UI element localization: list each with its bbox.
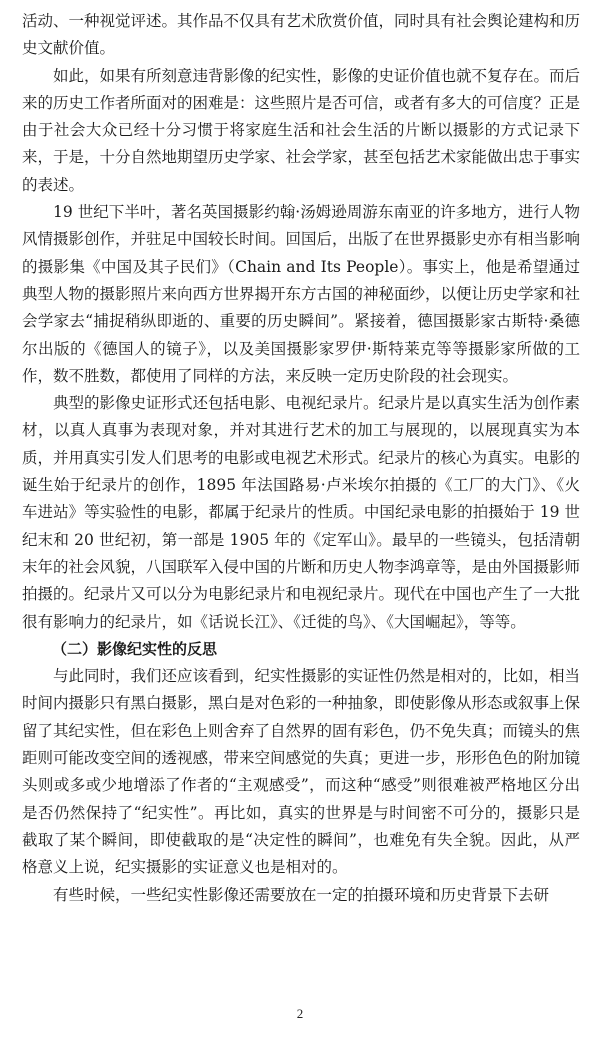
paragraph: 有些时候，一些纪实性影像还需要放在一定的拍摄环境和历史背景下去研: [53, 885, 550, 904]
section-heading: （二）影像纪实性的反思: [52, 639, 218, 658]
page-number: 2: [296, 1006, 304, 1021]
paragraph: 与此同时，我们还应该看到，纪实性摄影的实证性仍然是相对的，比如，相当时间内摄影只有黑白摄影，黑白是对色彩的一种抽象，即使影像从形态或叙事上保留了其纪实性，但在彩色上则舍弃了自然界的固有彩色，仍不免失真；而镜头的焦距则可能改变空间的透视感，带来空间感觉的失真；更进一步，形形色色的附加镜头则或多或少地增添了作者的“主观感受”，而这种“感受”则很难被严格地区分出是否仍然保持了“纪实性”。再比如，真实的世界是与时间密不可分的，摄影只是截取了某个瞬间，即使截取的是“决定性的瞬间”，也难免有失全貌。因此，从严格意义上说，纪实摄影的实证意义也是相对的。: [22, 667, 581, 877]
paragraph: 如此，如果有所刻意违背影像的纪实性，影像的史证价值也就不复存在。而后来的历史工作者所面对的困难是：这些照片是否可信，或者有多大的可信度？正是由于社会大众已经十分习惯于将家庭生活和社会生活的片断以摄影的方式记录下来，于是，十分自然地期望历史学家、社会学家，甚至包括艺术家能做出忠于事实的表述。: [22, 66, 581, 194]
paragraph: 19 世纪下半叶，著名英国摄影约翰·汤姆逊周游东南亚的许多地方，进行人物风情摄影创作，并驻足中国较长时间。回国后，出版了在世界摄影史亦有相当影响的摄影集《中国及其子民们》（Chain and Its People）。事实上，他是希望通过典型人物的摄影照片来向西方世界揭开东方古国的神秘面纱，以便让历史学家和社会学家去“捕捉稍纵即逝的、重要的历史瞬间”。紧接着，德国摄影家古斯特·桑德尔出版的《德国人的镜子》，以及美国摄影家罗伊·斯特莱克等等摄影家所做的工作，数不胜数，都使用了同样的方法，来反映一定历史阶段的社会现实。: [22, 203, 581, 385]
body-text-before-heading: [22, 8, 580, 636]
paragraph: 活动、一种视觉评述。其作品不仅具有艺术欣赏价值，同时具有社会舆论建构和历史文献价值。: [22, 12, 581, 58]
body-text-after-heading: [22, 663, 580, 909]
paragraph: 典型的影像史证形式还包括电影、电视纪录片。纪录片是以真实生活为创作素材，以真人真事为表现对象，并对其进行艺术的加工与展现的，以展现真实为本质，并用真实引发人们思考的电影或电视艺术形式。纪录片的核心为真实。电影的诞生始于纪录片的创作，1895 年法国路易·卢米埃尔拍摄的《工厂的大门》、《火车进站》等实验性的电影，都属于纪录片的性质。中国纪录电影的拍摄始于 19 世纪末和 20 世纪初，第一部是 1905 年的《定军山》。最早的一些镜头，包括清朝末年的社会风貌，八国联军入侵中国的片断和历史人物李鸿章等，是由外国摄影师拍摄的。纪录片又可以分为电影纪录片和电视纪录片。现代在中国也产生了一大批很有影响力的纪录片，如《话说长江》、《迁徙的鸟》、《大国崛起》，等等。: [22, 394, 581, 631]
